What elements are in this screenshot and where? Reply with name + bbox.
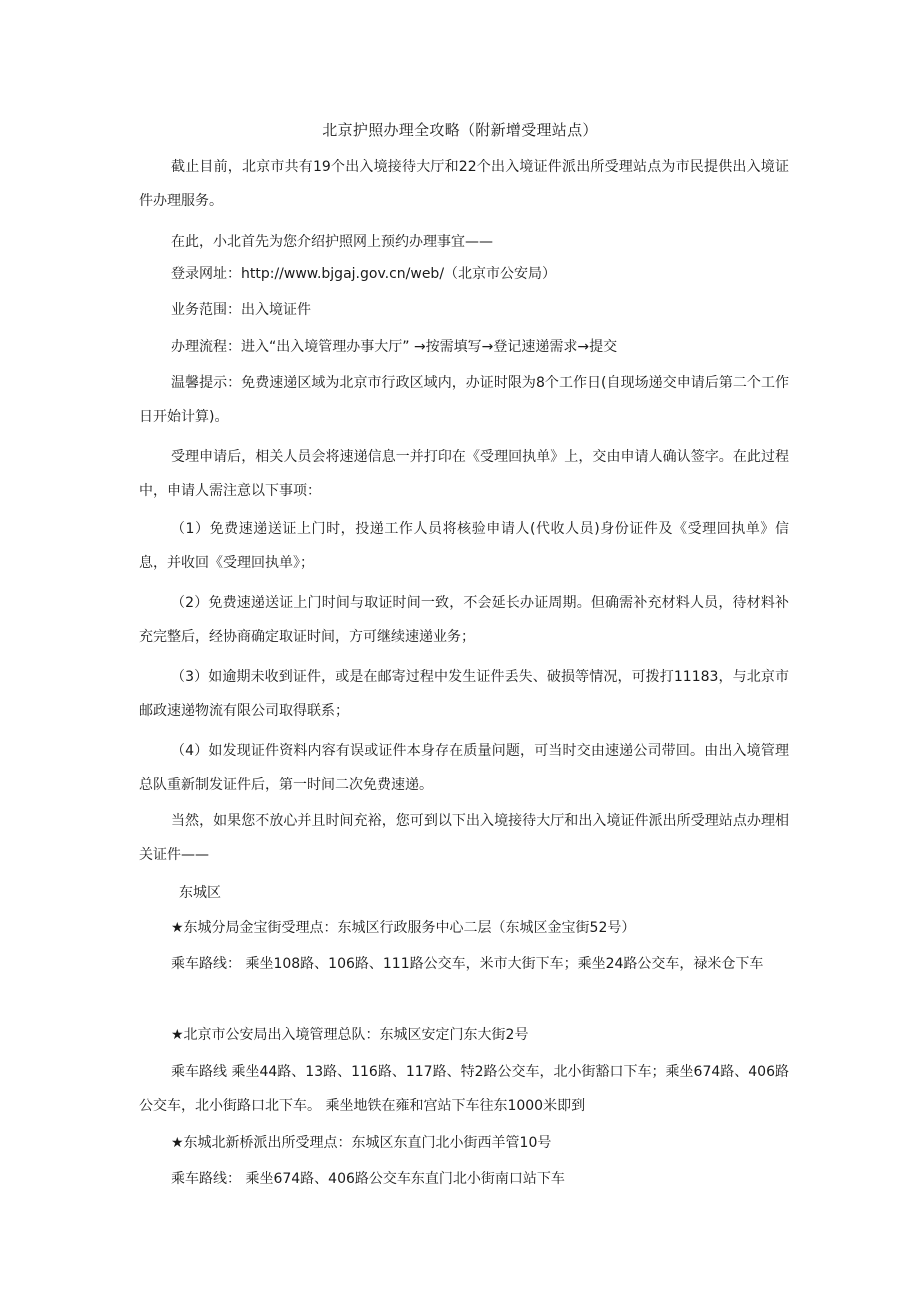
- route-beixinqiao: 乘车路线： 乘坐674路、406路公交车东直门北小街南口站下车: [171, 1171, 565, 1187]
- location-beixinqiao: ★东城北新桥派出所受理点：东城区东直门北小街西羊管10号: [171, 1135, 552, 1151]
- paragraph-intro: 截止目前，北京市共有19个出入境接待大厅和22个出入境证件派出所受理站点为市民提供出入境证件办理服务。: [139, 159, 789, 209]
- paragraph-note-4: （4）如发现证件资料内容有误或证件本身存在质量问题，可当时交由速递公司带回。由出入境管理总队重新制发证件后，第一时间二次免费速递。: [139, 743, 789, 793]
- paragraph-online-booking: 在此，小北首先为您介绍护照网上预约办理事宜——: [171, 234, 493, 250]
- paragraph-process: 办理流程：进入“出入境管理办事大厅” →按需填写→登记速递需求→提交: [171, 339, 618, 355]
- route-jinbaojie: 乘车路线： 乘坐108路、106路、111路公交车，米市大街下车；乘坐24路公交车，禄米仓下车: [171, 956, 764, 972]
- location-jinbaojie: ★东城分局金宝街受理点：东城区行政服务中心二层（东城区金宝街52号）: [171, 920, 636, 936]
- route-exit-entry-bureau: 乘车路线 乘坐44路、13路、116路、117路、特2路公交车，北小街豁口下车；乘坐674路、406路公交车，北小街路口北下车。 乘坐地铁在雍和宫站下车往东1000米即到: [139, 1064, 789, 1114]
- paragraph-login-url: 登录网址：http://www.bjgaj.gov.cn/web/（北京市公安局）: [171, 266, 557, 282]
- paragraph-note-3: （3）如逾期未收到证件，或是在邮寄过程中发生证件丢失、破损等情况，可拨打11183，与北京市邮政速递物流有限公司取得联系；: [139, 669, 789, 719]
- paragraph-tip: 温馨提示：免费速递区域为北京市行政区域内，办证时限为8个工作日(自现场递交申请后第二个工作日开始计算)。: [139, 375, 789, 425]
- paragraph-after-acceptance: 受理申请后，相关人员会将速递信息一并打印在《受理回执单》上，交由申请人确认签字。在此过程中，申请人需注意以下事项：: [139, 449, 789, 499]
- district-heading: 东城区: [179, 885, 221, 901]
- paragraph-note-2: （2）免费速递送证上门时间与取证时间一致，不会延长办证周期。但确需补充材料人员，待材料补充完整后，经协商确定取证时间，方可继续速递业务；: [139, 595, 789, 645]
- paragraph-business-scope: 业务范围：出入境证件: [171, 302, 311, 318]
- paragraph-offline-option: 当然，如果您不放心并且时间充裕，您可到以下出入境接待大厅和出入境证件派出所受理站点办理相关证件——: [139, 813, 789, 863]
- paragraph-note-1: （1）免费速递送证上门时，投递工作人员将核验申请人(代收人员)身份证件及《受理回执单》信息，并收回《受理回执单》；: [139, 521, 789, 571]
- location-exit-entry-bureau: ★北京市公安局出入境管理总队：东城区安定门东大街2号: [171, 1027, 529, 1043]
- document-title: 北京护照办理全攻略（附新增受理站点）: [322, 121, 598, 139]
